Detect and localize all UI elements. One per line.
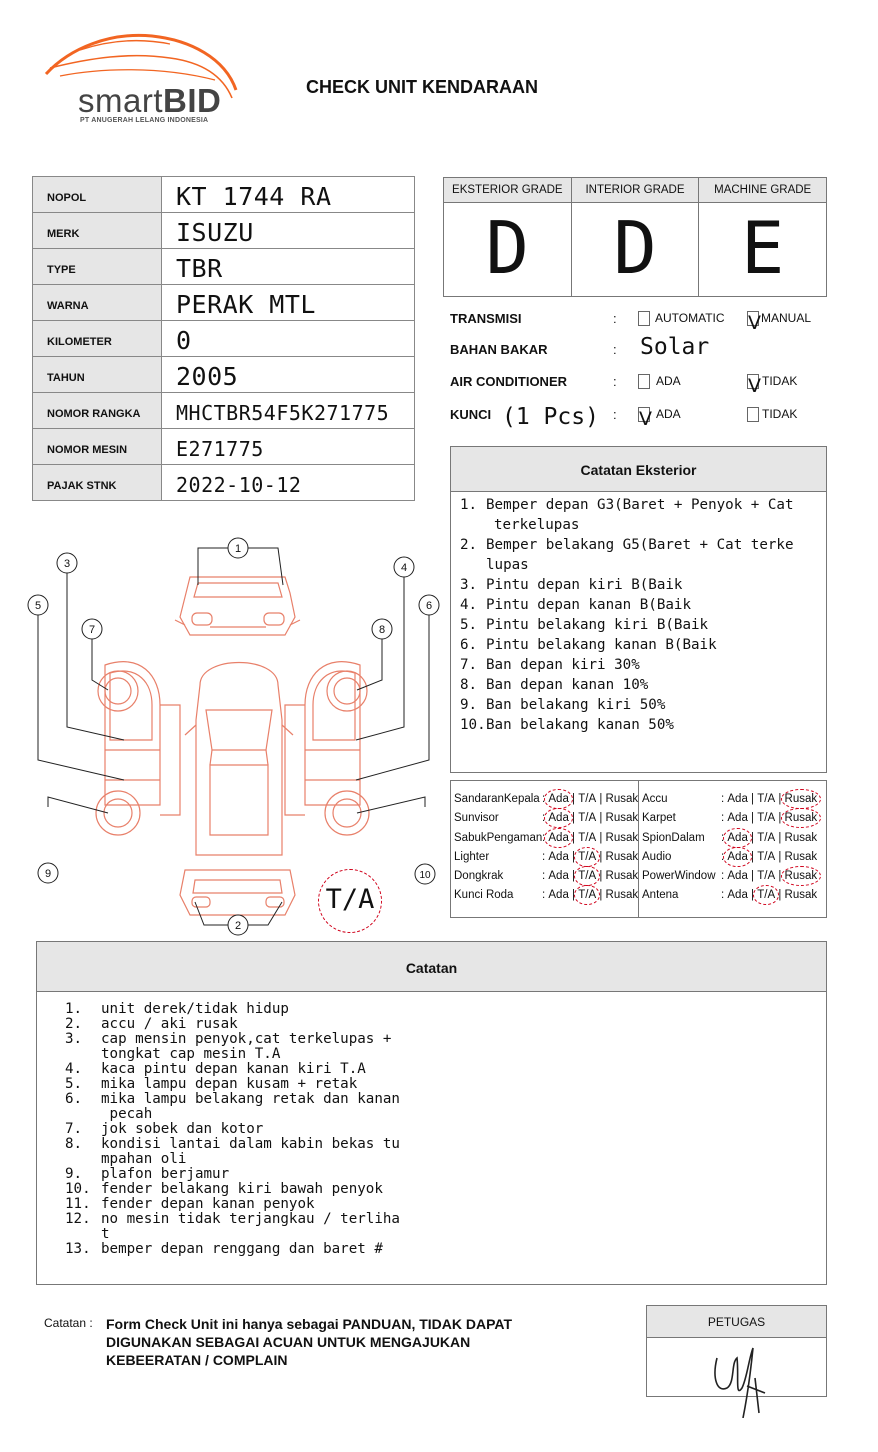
checklist-option-ada[interactable]: Ada [727, 850, 748, 863]
item-number: 4. [460, 597, 478, 613]
item-text: Bemper depan G3(Baret + Penyok + Cat [486, 497, 794, 513]
check-mark-icon: V [639, 408, 652, 430]
item-number: 8. [460, 677, 478, 693]
info-value: TBR [162, 249, 415, 285]
item-text: Pintu depan kanan B(Baik [486, 597, 691, 613]
checklist-options: : Ada | T/A | Rusak [542, 793, 639, 805]
vehicle-damage-diagram [20, 535, 445, 940]
diagram-label-7: 7 [88, 624, 96, 636]
item-text: pecah [101, 1106, 153, 1122]
checklist-options: : Ada | T/A | Rusak [721, 831, 818, 844]
option-automatic: AUTOMATIC [655, 311, 725, 325]
grade-machine [699, 178, 826, 296]
checklist-row [639, 830, 826, 849]
info-label: NOMOR MESIN [33, 429, 162, 465]
checklist-item-name: Kunci Roda [454, 889, 514, 902]
checklist-item-name: Karpet [642, 812, 676, 825]
item-text: no mesin tidak terjangkau / terliha [101, 1211, 400, 1227]
list-item [65, 1212, 826, 1227]
exterior-notes-box [450, 446, 827, 773]
checklist-option-ada[interactable]: Ada [727, 889, 748, 902]
list-item [460, 575, 818, 595]
checklist-option-rusak[interactable]: Rusak [784, 793, 818, 805]
checklist-option-ta[interactable]: T/A [578, 889, 597, 902]
signature-image [647, 1338, 828, 1418]
item-number: 1. [460, 497, 478, 513]
item-text: Ban belakang kanan 50% [486, 717, 674, 733]
equipment-checklist [450, 780, 827, 918]
item-text: Ban depan kanan 10% [486, 677, 649, 693]
vehicle-info-table [32, 176, 415, 501]
info-row [33, 249, 415, 285]
checklist-option-ta[interactable]: T/A [757, 889, 776, 902]
grade-value: D [613, 206, 657, 290]
list-item [460, 715, 818, 735]
item-text: tongkat cap mesin T.A [101, 1046, 281, 1062]
item-text: mika lampu belakang retak dan kanan [101, 1091, 400, 1107]
checklist-options: : Ada | T/A | Rusak [542, 850, 639, 863]
checklist-option-ada[interactable]: Ada [727, 812, 748, 825]
item-text: Pintu belakang kanan B(Baik [486, 637, 717, 653]
info-value: ISUZU [162, 213, 415, 249]
info-value: 2022-10-12 [162, 465, 415, 501]
checklist-options: : Ada | T/A | Rusak [542, 889, 639, 902]
list-item [460, 695, 818, 715]
info-row [33, 177, 415, 213]
info-label: NOMOR RANGKA [33, 393, 162, 429]
diagram-label-3: 3 [63, 558, 71, 570]
checklist-option-ta[interactable]: T/A [578, 793, 597, 805]
item-number: 5. [460, 617, 478, 633]
checklist-option-rusak[interactable]: Rusak [605, 889, 639, 902]
item-text: kaca pintu depan kanan kiri T.A [101, 1061, 366, 1077]
checklist-option-ta[interactable]: T/A [757, 870, 776, 883]
notes-title: Catatan [37, 942, 826, 992]
item-number: 7. [65, 1121, 83, 1137]
checklist-row [451, 791, 638, 810]
list-item [65, 1092, 826, 1107]
exterior-notes-list [451, 492, 826, 735]
item-text: cap mensin penyok,cat terkelupas + [101, 1031, 392, 1047]
checklist-option-ta[interactable]: T/A [578, 831, 597, 844]
checklist-option-ta[interactable]: T/A [757, 793, 776, 805]
transmisi-label: TRANSMISI [450, 311, 522, 326]
checklist-item-name: Antena [642, 889, 679, 902]
item-number [65, 1152, 101, 1167]
grade-label: MACHINE GRADE [699, 178, 826, 203]
info-value: 0 [162, 321, 415, 357]
info-value: E271775 [162, 429, 415, 465]
bahan-bakar-value: Solar [640, 334, 710, 360]
list-item [65, 1122, 826, 1137]
item-number: 10. [65, 1181, 91, 1197]
checklist-item-name: PowerWindow [642, 870, 716, 883]
info-row [33, 465, 415, 501]
item-text: unit derek/tidak hidup [101, 1001, 289, 1017]
checklist-option-ada[interactable]: Ada [727, 793, 748, 805]
checklist-option-ada[interactable]: Ada [548, 812, 569, 825]
list-item [65, 1242, 826, 1257]
checklist-row [451, 810, 638, 829]
info-label: NOPOL [33, 177, 162, 213]
notes-list [37, 992, 826, 1257]
item-text: Pintu depan kiri B(Baik [486, 577, 683, 593]
checklist-option-rusak[interactable]: Rusak [605, 831, 639, 844]
checklist-option-rusak[interactable]: Rusak [605, 812, 639, 825]
item-number: 1. [65, 1001, 83, 1017]
logo-wordmark [78, 82, 221, 120]
checklist-item-name: Sunvisor [454, 812, 499, 825]
list-item [65, 1017, 826, 1032]
colon: : [613, 407, 617, 422]
grade-label: INTERIOR GRADE [572, 178, 699, 203]
item-text: Ban belakang kiri 50% [486, 697, 666, 713]
info-row [33, 357, 415, 393]
ac-label: AIR CONDITIONER [450, 374, 567, 389]
checklist-options: : Ada | T/A | Rusak [721, 870, 818, 883]
checklist-row [451, 830, 638, 849]
item-text: Bemper belakang G5(Baret + Cat terke [486, 537, 794, 553]
list-item [460, 635, 818, 655]
diagram-label-5: 5 [34, 600, 42, 612]
checklist-option-ada[interactable]: Ada [548, 889, 569, 902]
checklist-row [639, 868, 826, 887]
officer-label: PETUGAS [647, 1306, 826, 1338]
checklist-option-ta[interactable]: T/A [757, 812, 776, 825]
checklist-options: : Ada | T/A | Rusak [542, 812, 639, 825]
item-text: plafon berjamur [101, 1166, 230, 1182]
footer-label: Catatan : [44, 1316, 93, 1330]
checklist-options: : Ada | T/A | Rusak [542, 831, 639, 844]
item-number: 10. [460, 717, 486, 733]
grade-exterior [444, 178, 572, 296]
colon: : [613, 374, 617, 389]
option-manual: MANUAL [761, 311, 812, 325]
list-item [65, 1077, 826, 1092]
list-item [460, 515, 818, 535]
list-item [460, 535, 818, 555]
bahan-bakar-label: BAHAN BAKAR [450, 342, 548, 357]
checklist-option-ada[interactable]: Ada [548, 850, 569, 863]
item-text: kondisi lantai dalam kabin bekas tu [101, 1136, 400, 1152]
item-number: 9. [460, 697, 478, 713]
colon: : [613, 342, 617, 357]
item-text: t [101, 1226, 110, 1242]
item-number: 2. [65, 1016, 83, 1032]
item-text: accu / aki rusak [101, 1016, 238, 1032]
checklist-options: : Ada | T/A | Rusak [721, 793, 818, 805]
list-item [460, 495, 818, 515]
checklist-option-rusak[interactable]: Rusak [784, 831, 818, 844]
item-number [65, 1227, 101, 1242]
list-item [65, 1107, 826, 1122]
list-item [460, 555, 818, 575]
checklist-row [451, 887, 638, 906]
checklist-option-ta[interactable]: T/A [757, 831, 776, 844]
info-row [33, 285, 415, 321]
item-number [65, 1047, 101, 1062]
item-number: 4. [65, 1061, 83, 1077]
list-item [65, 1152, 826, 1167]
logo-word-bold: BID [163, 82, 222, 119]
grade-interior [572, 178, 700, 296]
list-item [65, 1227, 826, 1242]
document-title: CHECK UNIT KENDARAAN [306, 77, 538, 97]
checklist-right-column [639, 781, 826, 917]
checklist-row [451, 868, 638, 887]
checklist-item-name: SpionDalam [642, 831, 705, 844]
list-item [460, 655, 818, 675]
item-text: Pintu belakang kiri B(Baik [486, 617, 709, 633]
info-row [33, 321, 415, 357]
checklist-option-ta[interactable]: T/A [578, 812, 597, 825]
diagram-label-6: 6 [425, 600, 433, 612]
info-label: MERK [33, 213, 162, 249]
checklist-option-ada[interactable]: Ada [548, 793, 569, 805]
checklist-option-ta[interactable]: T/A [757, 850, 776, 863]
diagram-label-4: 4 [400, 562, 408, 574]
item-number: 6. [65, 1091, 83, 1107]
item-number: 2. [460, 537, 478, 553]
info-label: TYPE [33, 249, 162, 285]
item-number: 3. [65, 1031, 83, 1047]
notes-box [36, 941, 827, 1285]
option-kunci-tidak: TIDAK [762, 407, 798, 421]
kunci-label: KUNCI [450, 407, 492, 422]
list-item [65, 1062, 826, 1077]
grade-table [443, 177, 827, 297]
checklist-option-rusak[interactable]: Rusak [605, 870, 639, 883]
list-item [65, 1047, 826, 1062]
checklist-option-rusak[interactable]: Rusak [784, 870, 818, 883]
grade-value: E [741, 206, 785, 290]
option-ac-ada: ADA [656, 374, 681, 388]
item-number: 3. [460, 577, 478, 593]
info-row [33, 213, 415, 249]
checklist-option-ada[interactable]: Ada [727, 870, 748, 883]
checklist-left-column [451, 781, 639, 917]
checklist-row [639, 887, 826, 906]
info-value: MHCTBR54F5K271775 [162, 393, 415, 429]
item-text: jok sobek dan kotor [101, 1121, 264, 1137]
exterior-notes-title: Catatan Eksterior [451, 447, 826, 492]
item-number: 9. [65, 1166, 83, 1182]
item-number: 6. [460, 637, 478, 653]
item-text-cont: lupas [486, 557, 529, 573]
logo-word-light: smart [78, 82, 163, 119]
checklist-option-rusak[interactable]: Rusak [605, 850, 639, 863]
item-number: 5. [65, 1076, 83, 1092]
list-item [460, 615, 818, 635]
checklist-option-ada[interactable]: Ada [548, 870, 569, 883]
kunci-count: (1 Pcs) [502, 404, 599, 430]
list-item [65, 1032, 826, 1047]
item-number: 12. [65, 1211, 91, 1227]
logo-company: PT ANUGERAH LELANG INDONESIA [80, 117, 209, 124]
info-row [33, 429, 415, 465]
list-item [65, 1167, 826, 1182]
checklist-option-ada[interactable]: Ada [548, 831, 569, 844]
item-text-cont: terkelupas [494, 517, 580, 533]
diagram-label-1: 1 [234, 543, 242, 555]
diagram-label-8: 8 [378, 624, 386, 636]
checklist-options: : Ada | T/A | Rusak [721, 889, 818, 902]
list-item [460, 595, 818, 615]
diagram-label-9: 9 [44, 868, 52, 880]
info-value: PERAK MTL [162, 285, 415, 321]
item-number: 8. [65, 1136, 83, 1152]
checklist-option-rusak[interactable]: Rusak [784, 812, 818, 825]
info-row [33, 393, 415, 429]
item-text: fender depan kanan penyok [101, 1196, 315, 1212]
colon: : [613, 311, 617, 326]
list-item [65, 1197, 826, 1212]
checklist-option-ta[interactable]: T/A [578, 850, 597, 863]
item-number: 11. [65, 1196, 91, 1212]
checklist-option-ta[interactable]: T/A [578, 870, 597, 883]
info-label: PAJAK STNK [33, 465, 162, 501]
list-item [460, 675, 818, 695]
option-ac-tidak: TIDAK [762, 374, 798, 388]
list-item [65, 1002, 826, 1017]
checklist-item-name: SandaranKepala [454, 793, 540, 805]
checklist-item-name: Audio [642, 850, 672, 863]
checklist-item-name: Accu [642, 793, 668, 805]
info-label: WARNA [33, 285, 162, 321]
info-value: 2005 [162, 357, 415, 393]
checklist-options: : Ada | T/A | Rusak [542, 870, 639, 883]
checklist-option-ada[interactable]: Ada [727, 831, 748, 844]
item-text: mika lampu depan kusam + retak [101, 1076, 358, 1092]
checklist-item-name: Lighter [454, 850, 490, 863]
grade-value: D [485, 206, 530, 290]
info-label: TAHUN [33, 357, 162, 393]
checkbox-kunci-tidak[interactable] [747, 407, 759, 422]
checkbox-automatic[interactable] [638, 311, 650, 326]
item-number: 13. [65, 1241, 91, 1257]
grade-label: EKSTERIOR GRADE [444, 178, 571, 203]
checklist-row [639, 810, 826, 829]
item-number [65, 1107, 101, 1122]
list-item [65, 1137, 826, 1152]
diagram-label-2: 2 [234, 920, 242, 932]
checklist-options: : Ada | T/A | Rusak [721, 812, 818, 825]
checklist-option-rusak[interactable]: Rusak [605, 793, 639, 805]
check-mark-icon: V [748, 375, 761, 397]
diagram-label-10: 10 [419, 870, 431, 881]
checklist-options: : Ada | T/A | Rusak [721, 850, 818, 863]
item-text: mpahan oli [101, 1151, 187, 1167]
info-label: KILOMETER [33, 321, 162, 357]
checkbox-ac-ada[interactable] [638, 374, 650, 389]
footer-disclaimer: Form Check Unit ini hanya sebagai PANDUAN, TIDAK DAPAT DIGUNAKAN SEBAGAI ACUAN UNTUK MENGAJUKAN KEBEERATAN / COMPLAIN [106, 1316, 513, 1368]
checklist-option-rusak[interactable]: Rusak [784, 889, 818, 902]
checklist-row [451, 849, 638, 868]
item-number: 7. [460, 657, 478, 673]
checklist-item-name: SabukPengaman [454, 831, 543, 844]
check-mark-icon: V [748, 312, 761, 334]
list-item [65, 1182, 826, 1197]
option-kunci-ada: ADA [656, 407, 681, 421]
checklist-item-name: Dongkrak [454, 870, 504, 883]
info-value: KT 1744 RA [162, 177, 415, 213]
spare-tire-status: T/A [325, 884, 375, 915]
item-text: fender belakang kiri bawah penyok [101, 1181, 383, 1197]
item-text: Ban depan kiri 30% [486, 657, 640, 673]
item-text: bemper depan renggang dan baret # [101, 1241, 383, 1257]
checklist-option-rusak[interactable]: Rusak [784, 850, 818, 863]
officer-signature-box [646, 1305, 827, 1397]
